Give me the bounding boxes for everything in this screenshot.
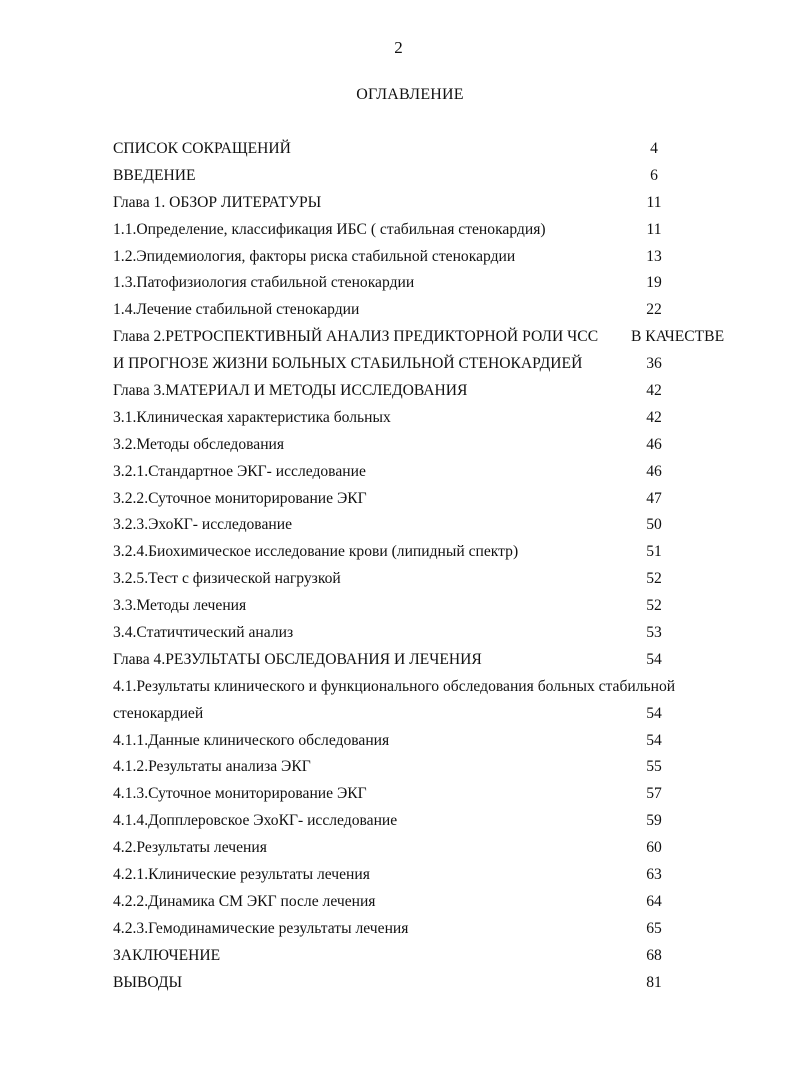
toc-entry-introduction — [113, 163, 753, 190]
toc-entry-page: 55 — [646, 758, 662, 776]
toc-entry-title: 3.2.2.Суточное мониторирование ЭКГ — [113, 489, 367, 507]
toc-entry — [113, 566, 753, 593]
toc-entry-title: 1.2.Эпидемиология, факторы риска стабильной стенокардии — [113, 247, 516, 265]
toc-entry-page: 59 — [646, 812, 662, 830]
toc-entry-title: 4.1.4.Допплеровское ЭхоКГ- исследование — [113, 812, 398, 830]
toc-entry-chapter-1 — [113, 190, 753, 217]
toc-entry-page: 68 — [646, 946, 662, 964]
toc-entry-page: 11 — [646, 220, 662, 238]
toc-entry-chapter-2-continued — [113, 351, 753, 378]
toc-entry-chapter-4 — [113, 647, 753, 674]
toc-entry-title: 3.4.Статичтический анализ — [113, 624, 294, 642]
toc-entry-findings — [113, 970, 753, 997]
toc-entry-title: 3.2.1.Стандартное ЭКГ- исследование — [113, 462, 366, 480]
toc-entry — [113, 674, 753, 701]
toc-entry-title: 1.3.Патофизиология стабильной стенокардии — [113, 274, 415, 292]
toc-entry-title: 4.2.2.Динамика СМ ЭКГ после лечения — [113, 892, 376, 910]
toc-entry-abbreviations — [113, 136, 753, 163]
toc-entry-title: 4.1.Результаты клинического и функционального обследования больных стабильной — [113, 677, 676, 695]
toc-entry-title: Глава 1. ОБЗОР ЛИТЕРАТУРЫ — [113, 193, 322, 211]
toc-entry-title: СПИСОК СОКРАЩЕНИЙ — [113, 140, 291, 157]
toc-entry-title: 4.1.1.Данные клинического обследования — [113, 731, 390, 749]
toc-entry-page: 64 — [646, 892, 662, 910]
toc-entry-page: 53 — [646, 624, 662, 642]
toc-entry — [113, 808, 753, 835]
toc-entry — [113, 244, 753, 271]
toc-entry-page: 65 — [646, 919, 662, 937]
toc-entry-page: 42 — [646, 382, 662, 400]
toc-entry-title: стенокардией — [113, 704, 204, 722]
toc-entry — [113, 620, 753, 647]
toc-entry — [113, 539, 753, 566]
toc-entry-title: 4.2.Результаты лечения — [113, 839, 267, 857]
toc-entry — [113, 862, 753, 889]
toc-entry-title: 4.2.1.Клинические результаты лечения — [113, 866, 370, 884]
toc-entry-page: 54 — [646, 704, 662, 722]
toc-entry-page: 52 — [646, 570, 662, 588]
toc-entry — [113, 459, 753, 486]
toc-entry-page: 6 — [650, 166, 658, 184]
toc-entry-title: 3.2.Методы обследования — [113, 435, 285, 453]
toc-entry — [113, 916, 753, 943]
toc-entry-title: ВВЕДЕНИЕ — [113, 166, 196, 184]
toc-entry-page: 42 — [646, 408, 662, 426]
toc-entry-page: 51 — [646, 543, 662, 561]
toc-entry — [113, 889, 753, 916]
toc-entry-page: 19 — [646, 274, 662, 292]
toc-entry — [113, 512, 753, 539]
toc-entry-page: 4 — [650, 140, 658, 157]
toc-entry — [113, 217, 753, 244]
toc-entry-continued — [113, 701, 753, 728]
toc-entry — [113, 270, 753, 297]
toc-entry-title: Глава 3.МАТЕРИАЛ И МЕТОДЫ ИССЛЕДОВАНИЯ — [113, 382, 468, 400]
toc-entry-page: 54 — [646, 731, 662, 749]
table-of-contents — [113, 136, 753, 997]
toc-entry-page: 50 — [646, 516, 662, 534]
toc-entry-title-continuation: В КАЧЕСТВЕ — [631, 328, 725, 346]
toc-entry — [113, 593, 753, 620]
toc-entry-title: Глава 4.РЕЗУЛЬТАТЫ ОБСЛЕДОВАНИЯ И ЛЕЧЕНИЯ — [113, 650, 482, 668]
toc-entry-title: ЗАКЛЮЧЕНИЕ — [113, 946, 221, 964]
toc-entry-title: И ПРОГНОЗЕ ЖИЗНИ БОЛЬНЫХ СТАБИЛЬНОЙ СТЕНОКАРДИЕЙ — [113, 355, 583, 373]
toc-entry-title: 4.2.3.Гемодинамические результаты лечения — [113, 919, 409, 937]
page-number: 2 — [394, 38, 403, 57]
toc-entry — [113, 781, 753, 808]
toc-entry-title: 3.2.5.Тест с физической нагрузкой — [113, 570, 341, 588]
toc-entry — [113, 405, 753, 432]
toc-entry — [113, 486, 753, 513]
toc-entry-title: 3.1.Клиническая характеристика больных — [113, 408, 391, 426]
toc-entry-title: ВЫВОДЫ — [113, 973, 183, 991]
toc-entry-title: Глава 2.РЕТРОСПЕКТИВНЫЙ АНАЛИЗ ПРЕДИКТОРНОЙ РОЛИ ЧСС — [113, 328, 599, 346]
toc-entry — [113, 835, 753, 862]
toc-entry-page: 13 — [646, 247, 662, 265]
toc-entry-title: 4.1.3.Суточное мониторирование ЭКГ — [113, 785, 367, 803]
toc-entry-title: 1.4.Лечение стабильной стенокардии — [113, 301, 360, 319]
toc-entry-page: 54 — [646, 650, 662, 668]
toc-entry-page: 63 — [646, 866, 662, 884]
toc-entry-page: 22 — [646, 301, 662, 319]
toc-entry-page: 52 — [646, 597, 662, 615]
toc-entry-page: 60 — [646, 839, 662, 857]
toc-entry-title: 1.1.Определение, классификация ИБС ( стабильная стенокардия) — [113, 220, 546, 238]
toc-entry-page: 57 — [646, 785, 662, 803]
toc-entry-title: 3.2.4.Биохимическое исследование крови (липидный спектр) — [113, 543, 519, 561]
toc-entry-page: 11 — [646, 193, 662, 211]
toc-entry-page: 81 — [646, 973, 662, 991]
toc-entry-conclusion — [113, 943, 753, 970]
toc-entry-page: 36 — [646, 355, 662, 373]
toc-entry-title: 3.2.3.ЭхоКГ- исследование — [113, 516, 292, 534]
toc-entry-page: 46 — [646, 462, 662, 480]
toc-entry-title: 3.3.Методы лечения — [113, 597, 247, 615]
toc-entry — [113, 728, 753, 755]
toc-entry-title: 4.1.2.Результаты анализа ЭКГ — [113, 758, 311, 776]
toc-entry — [113, 432, 753, 459]
toc-entry-chapter-3 — [113, 378, 753, 405]
page-title: ОГЛАВЛЕНИЕ — [356, 86, 464, 103]
toc-entry-page: 47 — [646, 489, 662, 507]
toc-entry-chapter-2 — [113, 324, 753, 351]
toc-entry — [113, 754, 753, 781]
toc-entry-page: 46 — [646, 435, 662, 453]
toc-entry — [113, 297, 753, 324]
